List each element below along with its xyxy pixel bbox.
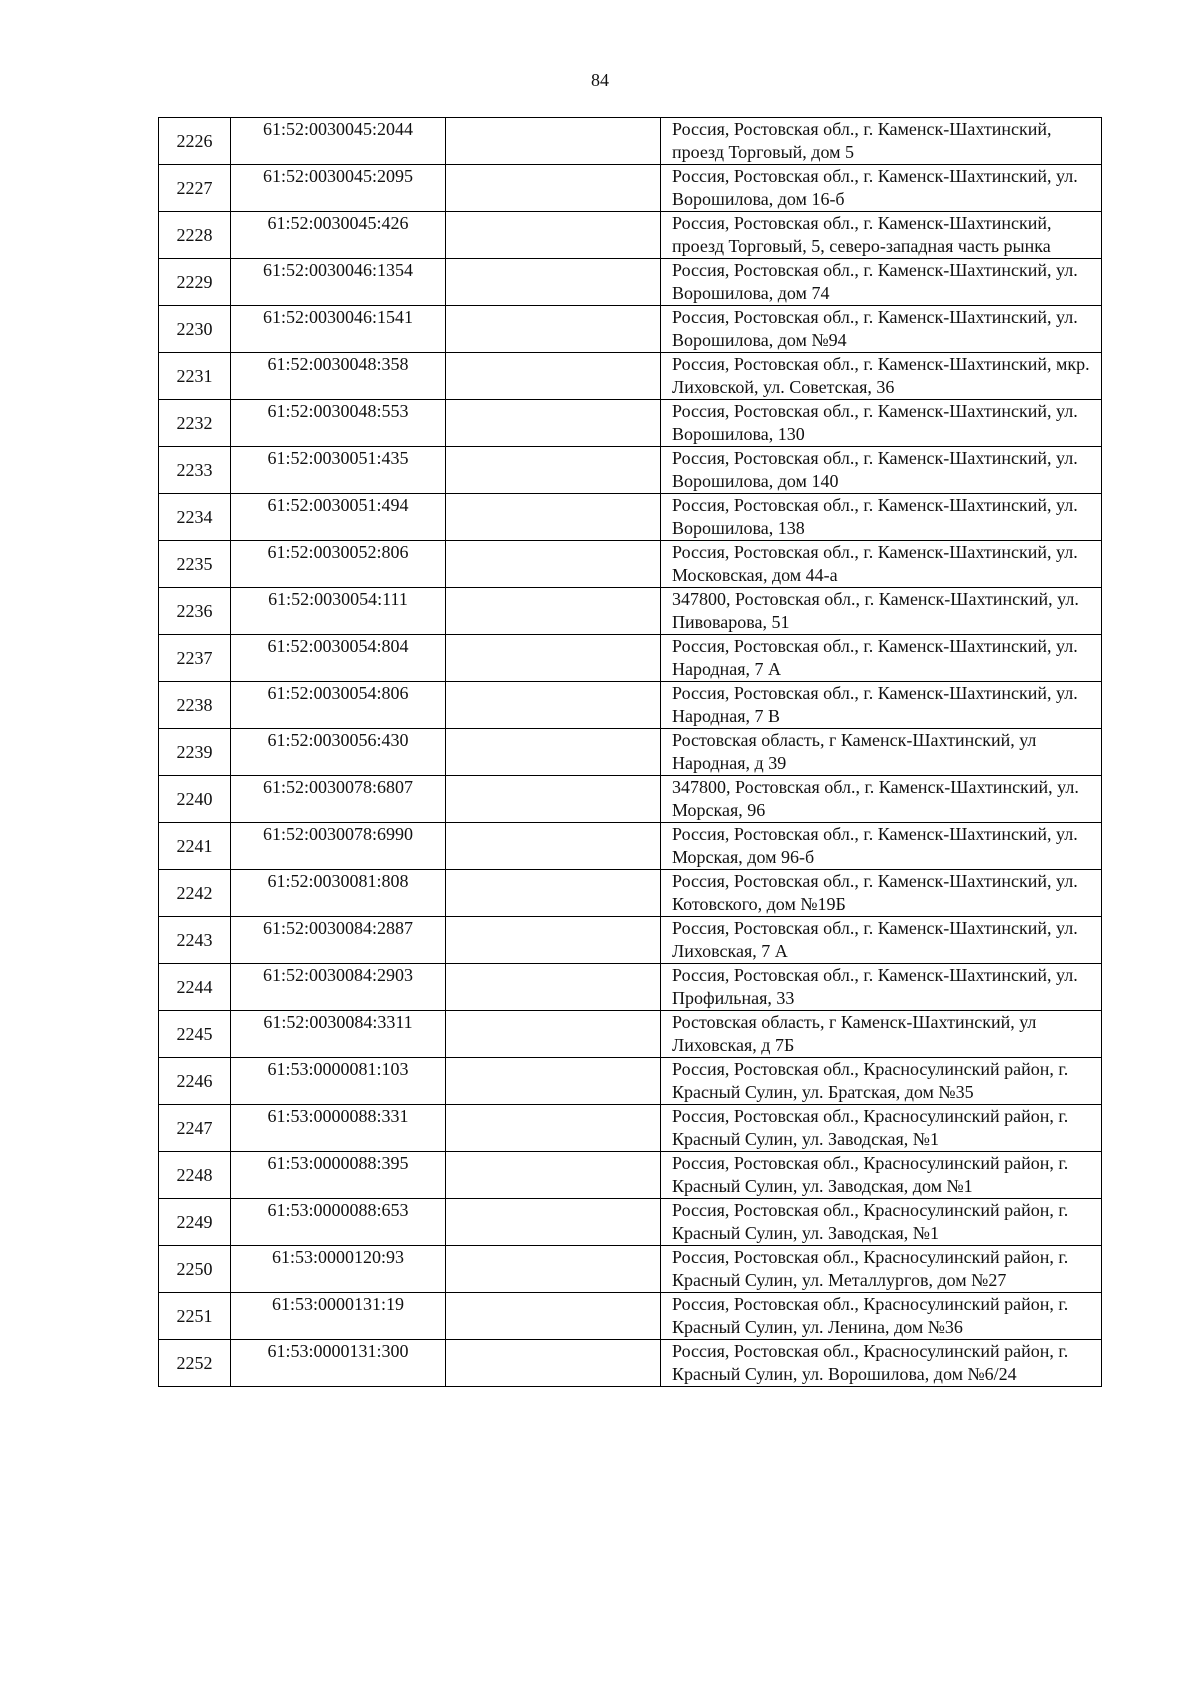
row-number: 2247 xyxy=(159,1105,231,1152)
table-row xyxy=(159,776,1102,823)
empty-cell xyxy=(446,447,661,494)
address: 347800, Ростовская обл., г. Каменск-Шахтинский, ул. Пивоварова, 51 xyxy=(661,588,1102,635)
table-row xyxy=(159,400,1102,447)
cadastral-number: 61:52:0030054:806 xyxy=(231,682,446,729)
table-row xyxy=(159,588,1102,635)
empty-cell xyxy=(446,588,661,635)
table-row xyxy=(159,1011,1102,1058)
address: Россия, Ростовская обл., г. Каменск-Шахтинский, ул. Ворошилова, дом №94 xyxy=(661,306,1102,353)
empty-cell xyxy=(446,870,661,917)
empty-cell xyxy=(446,682,661,729)
table-row xyxy=(159,165,1102,212)
cadastral-number: 61:52:0030048:553 xyxy=(231,400,446,447)
empty-cell xyxy=(446,306,661,353)
address: Россия, Ростовская обл., г. Каменск-Шахтинский, проезд Торговый, 5, северо-западная часть рынка xyxy=(661,212,1102,259)
row-number: 2234 xyxy=(159,494,231,541)
row-number: 2240 xyxy=(159,776,231,823)
empty-cell xyxy=(446,494,661,541)
empty-cell xyxy=(446,400,661,447)
row-number: 2230 xyxy=(159,306,231,353)
row-number: 2228 xyxy=(159,212,231,259)
row-number: 2241 xyxy=(159,823,231,870)
address: Россия, Ростовская обл., г. Каменск-Шахтинский, ул. Ворошилова, 130 xyxy=(661,400,1102,447)
cadastral-number: 61:52:0030081:808 xyxy=(231,870,446,917)
table-row xyxy=(159,1058,1102,1105)
cadastral-number: 61:52:0030051:494 xyxy=(231,494,446,541)
cadastral-number: 61:52:0030084:2887 xyxy=(231,917,446,964)
row-number: 2248 xyxy=(159,1152,231,1199)
empty-cell xyxy=(446,1340,661,1387)
cadastral-number: 61:53:0000088:653 xyxy=(231,1199,446,1246)
address: Ростовская область, г Каменск-Шахтинский, ул Народная, д 39 xyxy=(661,729,1102,776)
table-row xyxy=(159,917,1102,964)
address: Россия, Ростовская обл., г. Каменск-Шахтинский, ул. Профильная, 33 xyxy=(661,964,1102,1011)
row-number: 2249 xyxy=(159,1199,231,1246)
empty-cell xyxy=(446,1011,661,1058)
address: Россия, Ростовская обл., г. Каменск-Шахтинский, ул. Московская, дом 44-а xyxy=(661,541,1102,588)
cadastral-number: 61:53:0000120:93 xyxy=(231,1246,446,1293)
table-row xyxy=(159,729,1102,776)
table-row xyxy=(159,1199,1102,1246)
page-number: 84 xyxy=(591,70,609,90)
table-row xyxy=(159,635,1102,682)
address: Россия, Ростовская обл., г. Каменск-Шахтинский, ул. Ворошилова, дом 140 xyxy=(661,447,1102,494)
row-number: 2237 xyxy=(159,635,231,682)
row-number: 2235 xyxy=(159,541,231,588)
cadastral-number: 61:52:0030054:111 xyxy=(231,588,446,635)
address: 347800, Ростовская обл., г. Каменск-Шахтинский, ул. Морская, 96 xyxy=(661,776,1102,823)
empty-cell xyxy=(446,917,661,964)
empty-cell xyxy=(446,729,661,776)
table-row xyxy=(159,259,1102,306)
address: Россия, Ростовская обл., Красносулинский район, г. Красный Сулин, ул. Заводская, №1 xyxy=(661,1199,1102,1246)
empty-cell xyxy=(446,823,661,870)
address: Россия, Ростовская обл., г. Каменск-Шахтинский, ул. Ворошилова, дом 16-б xyxy=(661,165,1102,212)
cadastral-number: 61:52:0030084:3311 xyxy=(231,1011,446,1058)
cadastral-number: 61:53:0000088:331 xyxy=(231,1105,446,1152)
table-row xyxy=(159,353,1102,400)
row-number: 2252 xyxy=(159,1340,231,1387)
row-number: 2251 xyxy=(159,1293,231,1340)
row-number: 2233 xyxy=(159,447,231,494)
address: Россия, Ростовская обл., Красносулинский район, г. Красный Сулин, ул. Ленина, дом №36 xyxy=(661,1293,1102,1340)
cadastral-number: 61:53:0000131:300 xyxy=(231,1340,446,1387)
address: Россия, Ростовская обл., г. Каменск-Шахтинский, мкр. Лиховской, ул. Советская, 36 xyxy=(661,353,1102,400)
address: Россия, Ростовская обл., Красносулинский район, г. Красный Сулин, ул. Заводская, №1 xyxy=(661,1105,1102,1152)
row-number: 2231 xyxy=(159,353,231,400)
cadastral-number: 61:52:0030045:426 xyxy=(231,212,446,259)
table-row xyxy=(159,212,1102,259)
cadastral-number: 61:52:0030051:435 xyxy=(231,447,446,494)
table-body xyxy=(159,118,1102,1387)
cadastral-number: 61:52:0030048:358 xyxy=(231,353,446,400)
table-row xyxy=(159,1105,1102,1152)
table-row xyxy=(159,1246,1102,1293)
empty-cell xyxy=(446,635,661,682)
cadastral-number: 61:52:0030045:2044 xyxy=(231,118,446,165)
table-row xyxy=(159,306,1102,353)
address: Россия, Ростовская обл., г. Каменск-Шахтинский, ул. Народная, 7 В xyxy=(661,682,1102,729)
empty-cell xyxy=(446,1293,661,1340)
row-number: 2244 xyxy=(159,964,231,1011)
row-number: 2243 xyxy=(159,917,231,964)
table-row xyxy=(159,1293,1102,1340)
table-row xyxy=(159,682,1102,729)
cadastral-number: 61:52:0030078:6807 xyxy=(231,776,446,823)
row-number: 2229 xyxy=(159,259,231,306)
address: Россия, Ростовская обл., г. Каменск-Шахтинский, ул. Ворошилова, 138 xyxy=(661,494,1102,541)
address: Россия, Ростовская обл., Красносулинский район, г. Красный Сулин, ул. Заводская, дом №1 xyxy=(661,1152,1102,1199)
address: Россия, Ростовская обл., Красносулинский район, г. Красный Сулин, ул. Ворошилова, дом №6/24 xyxy=(661,1340,1102,1387)
table-row xyxy=(159,1340,1102,1387)
table-row xyxy=(159,541,1102,588)
table-row xyxy=(159,870,1102,917)
cadastral-number: 61:52:0030052:806 xyxy=(231,541,446,588)
address: Россия, Ростовская обл., Красносулинский район, г. Красный Сулин, ул. Братская, дом №35 xyxy=(661,1058,1102,1105)
empty-cell xyxy=(446,964,661,1011)
row-number: 2242 xyxy=(159,870,231,917)
table-row xyxy=(159,823,1102,870)
cadastral-number: 61:52:0030056:430 xyxy=(231,729,446,776)
table-row xyxy=(159,494,1102,541)
cadastral-number: 61:52:0030046:1541 xyxy=(231,306,446,353)
row-number: 2250 xyxy=(159,1246,231,1293)
property-registry-table xyxy=(158,117,1102,1387)
cadastral-number: 61:52:0030045:2095 xyxy=(231,165,446,212)
row-number: 2232 xyxy=(159,400,231,447)
empty-cell xyxy=(446,1199,661,1246)
address: Россия, Ростовская обл., г. Каменск-Шахтинский, ул. Народная, 7 А xyxy=(661,635,1102,682)
table-row xyxy=(159,447,1102,494)
address: Россия, Ростовская обл., г. Каменск-Шахтинский, ул. Лиховская, 7 А xyxy=(661,917,1102,964)
cadastral-number: 61:53:0000131:19 xyxy=(231,1293,446,1340)
empty-cell xyxy=(446,776,661,823)
cadastral-number: 61:53:0000088:395 xyxy=(231,1152,446,1199)
table-row xyxy=(159,1152,1102,1199)
empty-cell xyxy=(446,118,661,165)
cadastral-number: 61:53:0000081:103 xyxy=(231,1058,446,1105)
address: Россия, Ростовская обл., г. Каменск-Шахтинский, ул. Ворошилова, дом 74 xyxy=(661,259,1102,306)
row-number: 2226 xyxy=(159,118,231,165)
row-number: 2227 xyxy=(159,165,231,212)
row-number: 2238 xyxy=(159,682,231,729)
empty-cell xyxy=(446,541,661,588)
empty-cell xyxy=(446,1058,661,1105)
address: Ростовская область, г Каменск-Шахтинский, ул Лиховская, д 7Б xyxy=(661,1011,1102,1058)
empty-cell xyxy=(446,165,661,212)
cadastral-number: 61:52:0030078:6990 xyxy=(231,823,446,870)
address: Россия, Ростовская обл., г. Каменск-Шахтинский, ул. Котовского, дом №19Б xyxy=(661,870,1102,917)
empty-cell xyxy=(446,353,661,400)
empty-cell xyxy=(446,1152,661,1199)
row-number: 2245 xyxy=(159,1011,231,1058)
cadastral-number: 61:52:0030054:804 xyxy=(231,635,446,682)
empty-cell xyxy=(446,212,661,259)
cadastral-number: 61:52:0030084:2903 xyxy=(231,964,446,1011)
empty-cell xyxy=(446,1246,661,1293)
address: Россия, Ростовская обл., Красносулинский район, г. Красный Сулин, ул. Металлургов, дом №27 xyxy=(661,1246,1102,1293)
cadastral-number: 61:52:0030046:1354 xyxy=(231,259,446,306)
table-row xyxy=(159,118,1102,165)
row-number: 2236 xyxy=(159,588,231,635)
row-number: 2239 xyxy=(159,729,231,776)
row-number: 2246 xyxy=(159,1058,231,1105)
table-row xyxy=(159,964,1102,1011)
address: Россия, Ростовская обл., г. Каменск-Шахтинский, ул. Морская, дом 96-б xyxy=(661,823,1102,870)
address: Россия, Ростовская обл., г. Каменск-Шахтинский, проезд Торговый, дом 5 xyxy=(661,118,1102,165)
empty-cell xyxy=(446,259,661,306)
empty-cell xyxy=(446,1105,661,1152)
